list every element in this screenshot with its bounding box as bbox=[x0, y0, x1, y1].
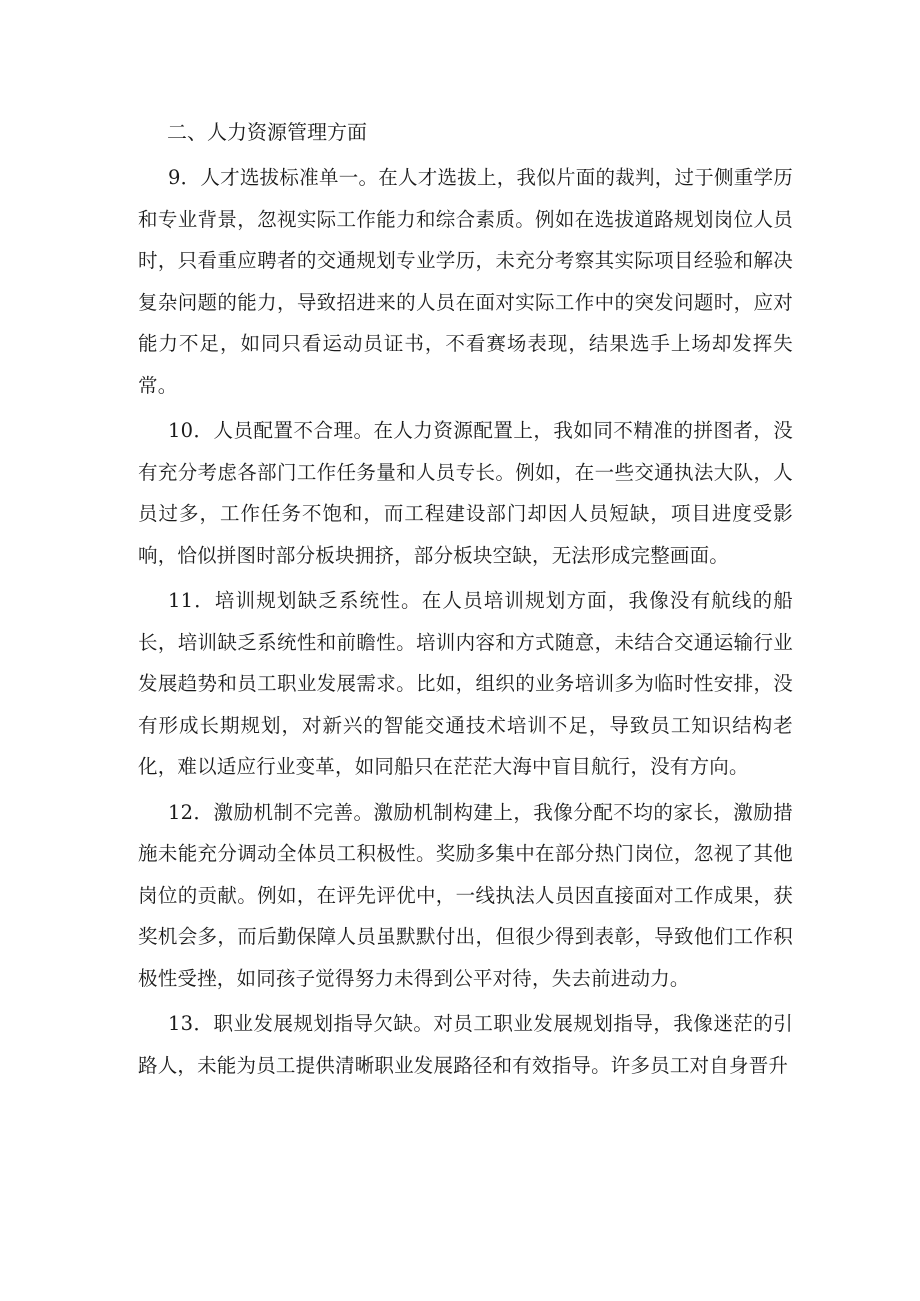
document-body bbox=[138, 112, 793, 1090]
section-heading: 二、人力资源管理方面 bbox=[167, 120, 367, 144]
paragraph-10: 10．人员配置不合理。在人力资源配置上，我如同不精准的拼图者，没有充分考虑各部门工作任务量和人员专长。例如，在一些交通执法大队，人员过多，工作任务不饱和，而工程建设部门却因人员短缺，项目进度受影响，恰似拼图时部分板块拥挤，部分板块空缺，无法形成完整画面。 bbox=[138, 419, 793, 567]
paragraph-9: 9．人才选拔标准单一。在人才选拔上，我似片面的裁判，过于侧重学历和专业背景，忽视实际工作能力和综合素质。例如在选拔道路规划岗位人员时，只看重应聘者的交通规划专业学历，未充分考察其实际项目经验和解决复杂问题的能力，导致招进来的人员在面对实际工作中的突发问题时，应对能力不足，如同只看运动员证书，不看赛场表现，结果选手上场却发挥失常。 bbox=[138, 166, 793, 397]
paragraph-12: 12．激励机制不完善。激励机制构建上，我像分配不均的家长，激励措施未能充分调动全体员工积极性。奖励多集中在部分热门岗位，忽视了其他岗位的贡献。例如，在评先评优中，一线执法人员因直接面对工作成果，获奖机会多，而后勤保障人员虽默默付出，但很少得到表彰，导致他们工作积极性受挫，如同孩子觉得努力未得到公平对待，失去前进动力。 bbox=[138, 800, 793, 990]
paragraph-13: 13．职业发展规划指导欠缺。对员工职业发展规划指导，我像迷茫的引路人，未能为员工提供清晰职业发展路径和有效指导。许多员工对自身晋升 bbox=[138, 1012, 793, 1077]
paragraph-11: 11．培训规划缺乏系统性。在人员培训规划方面，我像没有航线的船长，培训缺乏系统性和前瞻性。培训内容和方式随意，未结合交通运输行业发展趋势和员工职业发展需求。比如，组织的业务培训多为临时性安排，没有形成长期规划，对新兴的智能交通技术培训不足，导致员工知识结构老化，难以适应行业变革，如同船只在茫茫大海中盲目航行，没有方向。 bbox=[138, 589, 793, 778]
